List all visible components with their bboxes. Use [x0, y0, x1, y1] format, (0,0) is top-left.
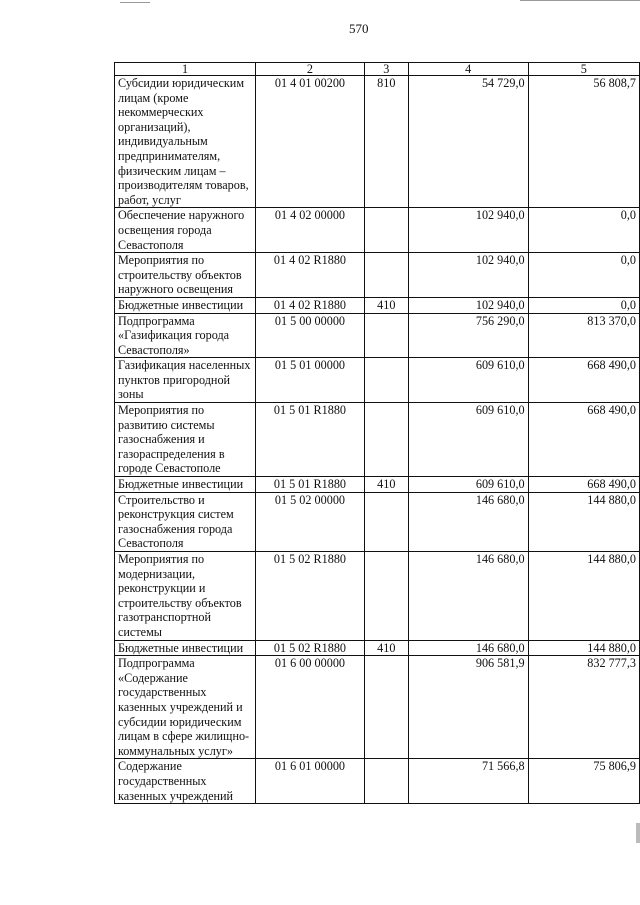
- table-row: [115, 313, 640, 358]
- column-header-3: 3: [364, 63, 408, 76]
- table-header-row: [115, 63, 640, 76]
- row-name: Мероприятия по строительству объектов наружного освещения: [115, 253, 256, 298]
- row-expense-type: [364, 358, 408, 403]
- row-name: Бюджетные инвестиции: [115, 640, 256, 656]
- row-expense-type: 810: [364, 76, 408, 208]
- table-row: [115, 477, 640, 493]
- row-value-year2: 832 777,3: [528, 656, 639, 759]
- row-value-year1: 906 581,9: [408, 656, 528, 759]
- budget-table: [114, 62, 640, 804]
- table-row: [115, 358, 640, 403]
- row-expense-type: [364, 759, 408, 804]
- row-value-year2: 144 880,0: [528, 640, 639, 656]
- row-value-year1: 71 566,8: [408, 759, 528, 804]
- row-value-year1: 609 610,0: [408, 477, 528, 493]
- row-code: 01 5 01 R1880: [256, 477, 365, 493]
- row-expense-type: [364, 208, 408, 253]
- row-name: Строительство и реконструкция систем газоснабжения города Севастополя: [115, 492, 256, 551]
- row-name: Бюджетные инвестиции: [115, 477, 256, 493]
- column-header-1: 1: [115, 63, 256, 76]
- row-expense-type: [364, 552, 408, 641]
- table-row: [115, 403, 640, 477]
- row-code: 01 4 02 00000: [256, 208, 365, 253]
- row-expense-type: [364, 656, 408, 759]
- row-value-year2: 0,0: [528, 208, 639, 253]
- table-row: [115, 759, 640, 804]
- row-code: 01 5 00 00000: [256, 313, 365, 358]
- table-row: [115, 492, 640, 551]
- row-code: 01 5 01 R1880: [256, 403, 365, 477]
- row-value-year2: 668 490,0: [528, 358, 639, 403]
- scan-artifact-line: [520, 0, 640, 1]
- row-value-year1: 102 940,0: [408, 297, 528, 313]
- row-code: 01 4 01 00200: [256, 76, 365, 208]
- table-row: [115, 208, 640, 253]
- row-value-year2: 75 806,9: [528, 759, 639, 804]
- row-value-year2: 144 880,0: [528, 552, 639, 641]
- row-name: Субсидии юридическим лицам (кроме некоммерческих организаций), индивидуальным предпринимателям, физическим лицам – производителям товаров, работ, услуг: [115, 76, 256, 208]
- column-header-2: 2: [256, 63, 365, 76]
- row-value-year1: 54 729,0: [408, 76, 528, 208]
- row-expense-type: [364, 492, 408, 551]
- table-row: [115, 253, 640, 298]
- row-name: Подпрограмма «Газификация города Севастополя»: [115, 313, 256, 358]
- row-value-year2: 668 490,0: [528, 477, 639, 493]
- row-code: 01 4 02 R1880: [256, 297, 365, 313]
- row-code: 01 5 02 00000: [256, 492, 365, 551]
- row-expense-type: [364, 403, 408, 477]
- row-name: Обеспечение наружного освещения города Севастополя: [115, 208, 256, 253]
- row-value-year1: 609 610,0: [408, 403, 528, 477]
- scan-edge-artifact: [636, 823, 640, 843]
- page-number: 570: [349, 21, 369, 36]
- row-value-year2: 56 808,7: [528, 76, 639, 208]
- row-value-year2: 0,0: [528, 297, 639, 313]
- row-code: 01 5 01 00000: [256, 358, 365, 403]
- row-expense-type: 410: [364, 640, 408, 656]
- row-expense-type: 410: [364, 477, 408, 493]
- row-name: Мероприятия по модернизации, реконструкции и строительству объектов газотранспортной системы: [115, 552, 256, 641]
- row-value-year2: 813 370,0: [528, 313, 639, 358]
- row-expense-type: [364, 253, 408, 298]
- row-value-year2: 668 490,0: [528, 403, 639, 477]
- row-value-year1: 146 680,0: [408, 552, 528, 641]
- table-row: [115, 552, 640, 641]
- table-row: [115, 656, 640, 759]
- row-value-year1: 146 680,0: [408, 640, 528, 656]
- row-name: Содержание государственных казенных учреждений: [115, 759, 256, 804]
- table-row: [115, 297, 640, 313]
- row-name: Подпрограмма «Содержание государственных казенных учреждений и субсидии юридическим лицам в сфере жилищно-коммунальных услуг»: [115, 656, 256, 759]
- row-value-year1: 146 680,0: [408, 492, 528, 551]
- row-name: Мероприятия по развитию системы газоснабжения и газораспределения в городе Севастополе: [115, 403, 256, 477]
- row-name: Газификация населенных пунктов пригородной зоны: [115, 358, 256, 403]
- column-header-4: 4: [408, 63, 528, 76]
- row-code: 01 5 02 R1880: [256, 640, 365, 656]
- table-row: [115, 640, 640, 656]
- row-value-year2: 0,0: [528, 253, 639, 298]
- row-value-year1: 102 940,0: [408, 253, 528, 298]
- row-value-year1: 756 290,0: [408, 313, 528, 358]
- row-code: 01 5 02 R1880: [256, 552, 365, 641]
- table-row: [115, 76, 640, 208]
- row-name: Бюджетные инвестиции: [115, 297, 256, 313]
- scan-artifact-line: [120, 2, 150, 3]
- row-code: 01 4 02 R1880: [256, 253, 365, 298]
- row-value-year1: 102 940,0: [408, 208, 528, 253]
- row-value-year1: 609 610,0: [408, 358, 528, 403]
- column-header-5: 5: [528, 63, 639, 76]
- row-expense-type: [364, 313, 408, 358]
- row-code: 01 6 01 00000: [256, 759, 365, 804]
- row-code: 01 6 00 00000: [256, 656, 365, 759]
- row-expense-type: 410: [364, 297, 408, 313]
- row-value-year2: 144 880,0: [528, 492, 639, 551]
